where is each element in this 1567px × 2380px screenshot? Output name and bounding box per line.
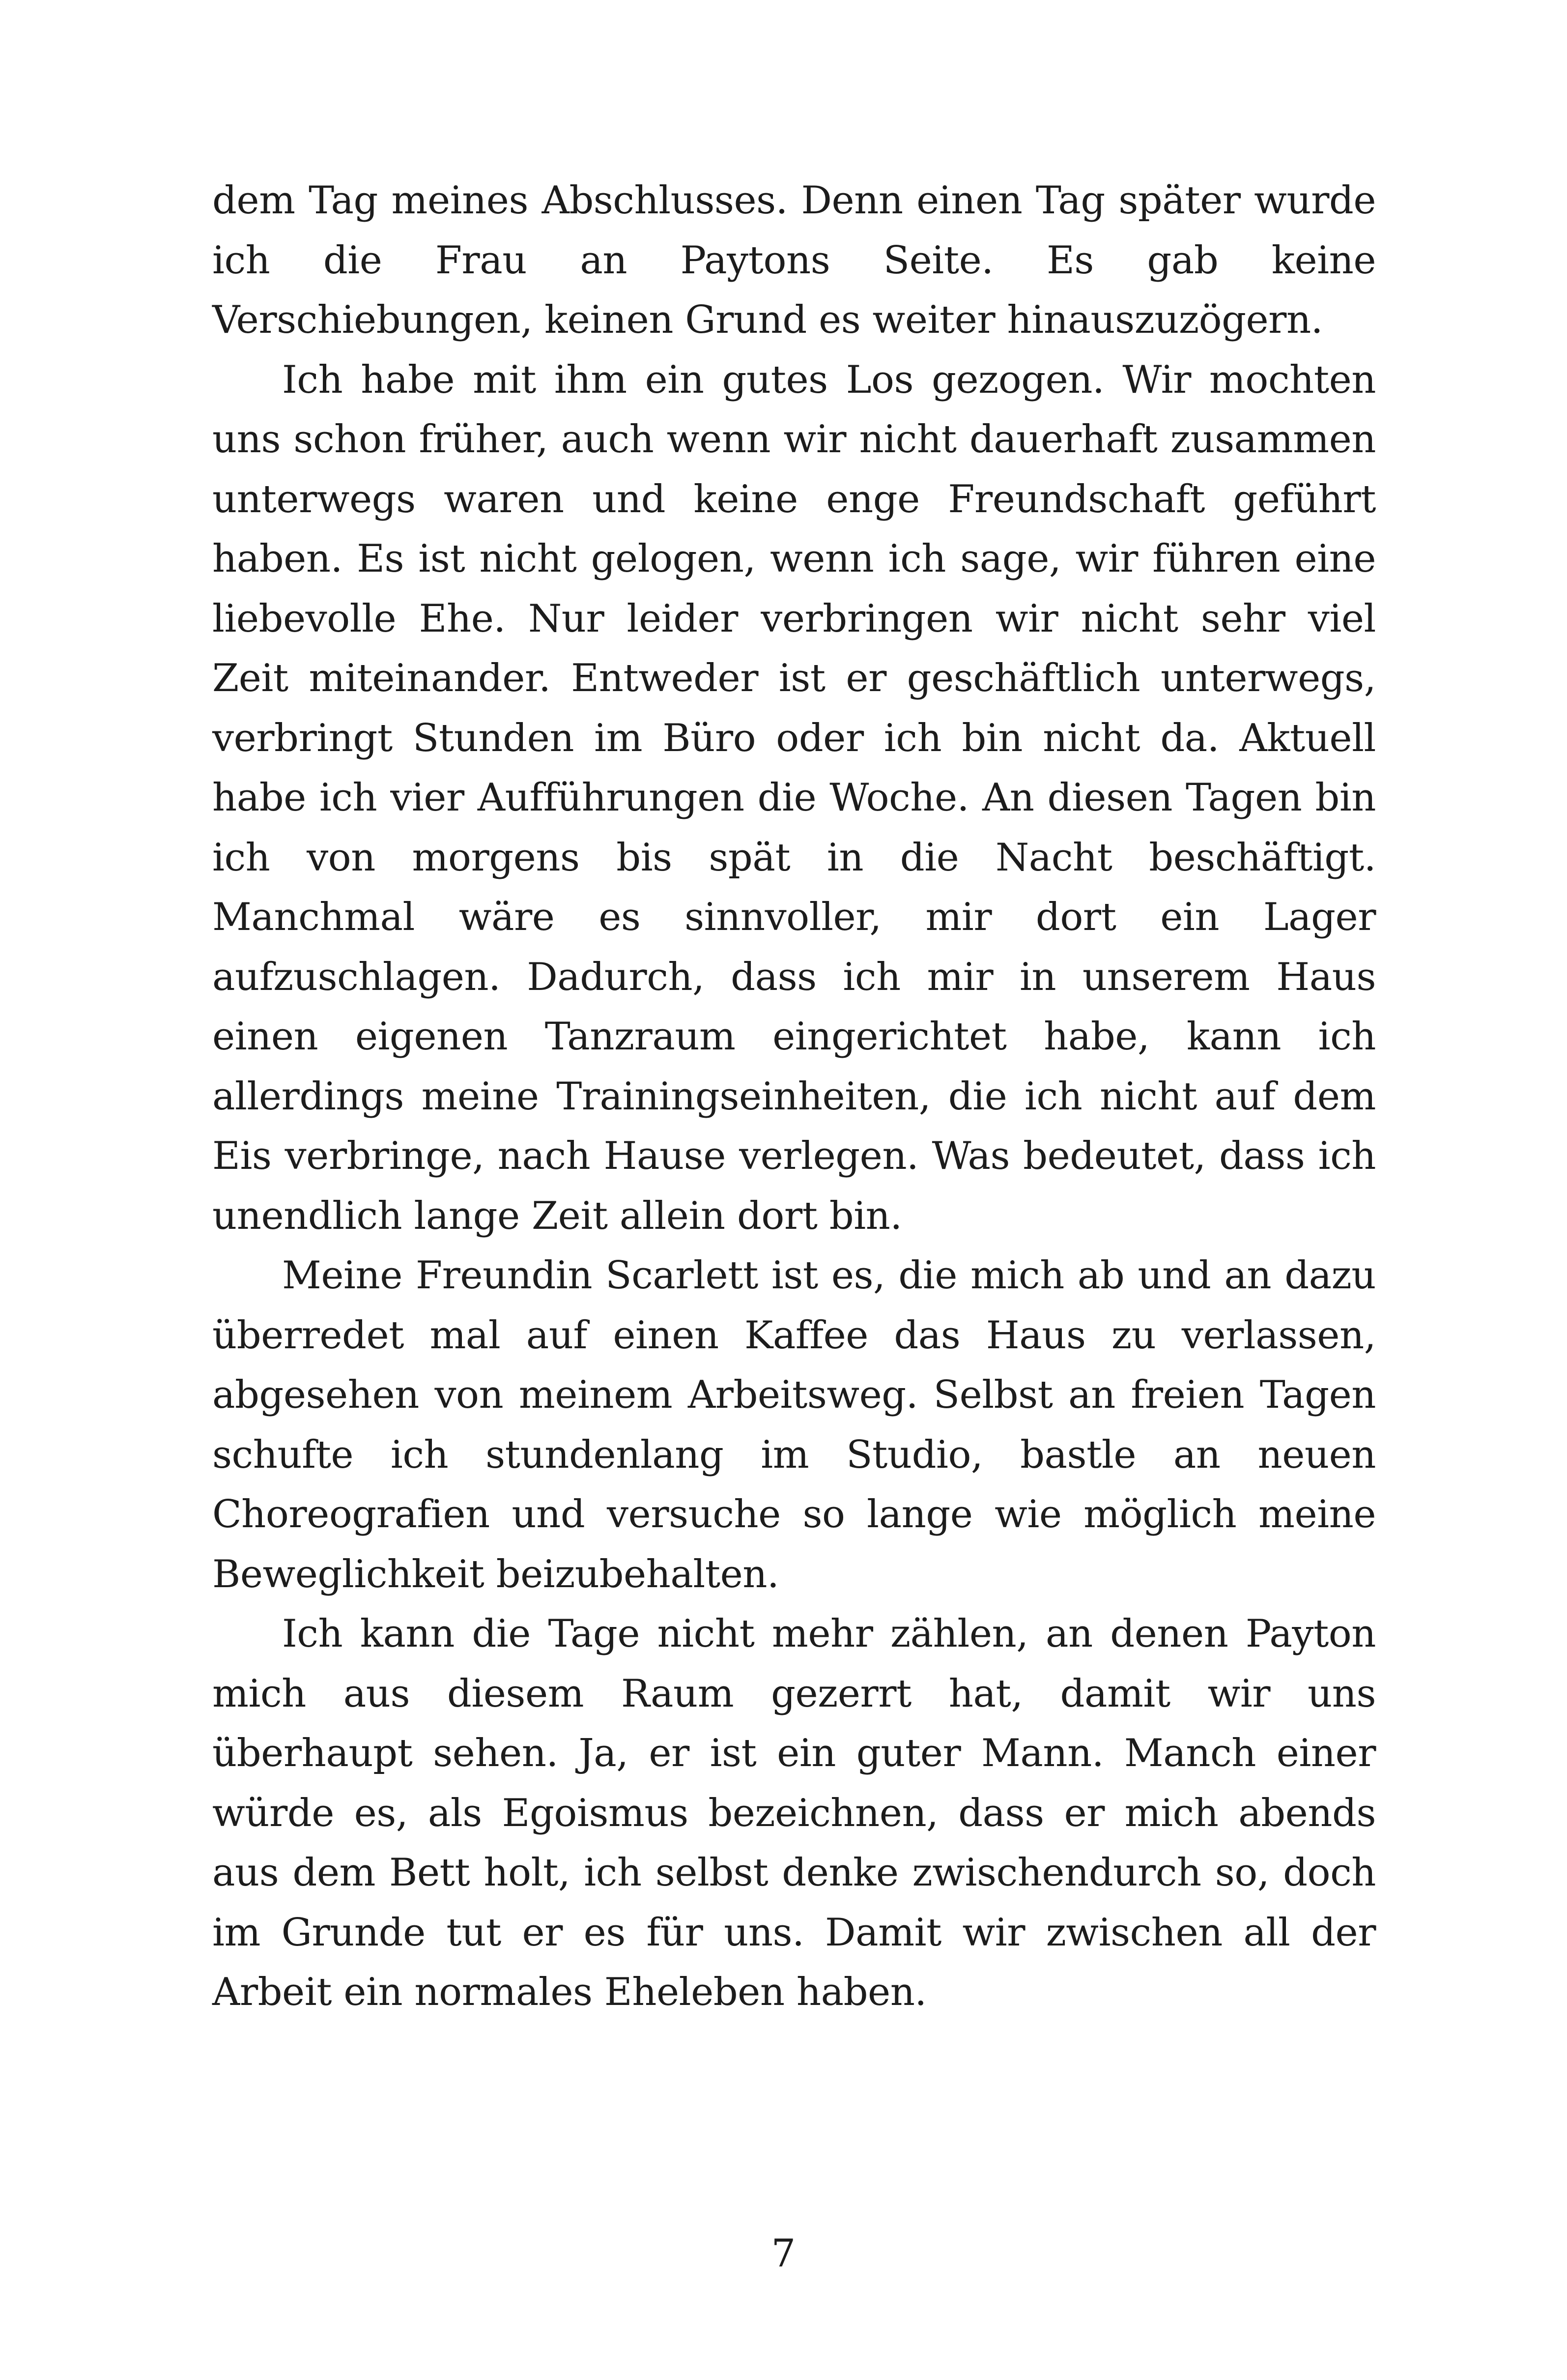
body-text	[212, 171, 1376, 2023]
paragraph-4: Ich kann die Tage nicht mehr zählen, an denen Payton mich aus diesem Raum gezerrt hat, damit wir uns überhaupt sehen. Ja, er ist ein guter Mann. Manch einer würde es, als Egoismus bezeichnen, dass er mich abends aus dem Bett holt, ich selbst denke zwischendurch so, doch im Grunde tut er es für uns. Damit wir zwischen all der Arbeit ein normales Eheleben haben.	[212, 1612, 1376, 2014]
paragraph-3: Meine Freundin Scarlett ist es, die mich ab und an dazu überredet mal auf einen Kaffee das Haus zu verlassen, abgesehen von meinem Arbeitsweg. Selbst an freien Tagen schufte ich stundenlang im Studio, bastle an neuen Choreografien und versuche so lange wie möglich meine Beweglichkeit beizubehalten.	[212, 1253, 1376, 1596]
paragraph-1: dem Tag meines Abschlusses. Denn einen Tag später wurde ich die Frau an Paytons Seite. Es gab keine Verschiebungen, keinen Grund es weiter hinauszuzögern.	[212, 178, 1376, 342]
page-number: 7	[771, 2232, 796, 2276]
paragraph-2: Ich habe mit ihm ein gutes Los gezogen. Wir mochten uns schon früher, auch wenn wir nicht dauerhaft zusammen unterwegs waren und keine enge Freundschaft geführt haben. Es ist nicht gelogen, wenn ich sage, wir führen eine liebevolle Ehe. Nur leider verbringen wir nicht sehr viel Zeit miteinander. Entweder ist er geschäftlich unterwegs, verbringt Stunden im Büro oder ich bin nicht da. Aktuell habe ich vier Aufführungen die Woche. An diesen Tagen bin ich von morgens bis spät in die Nacht beschäftigt. Manchmal wäre es sinnvoller, mir dort ein Lager aufzuschlagen. Dadurch, dass ich mir in unserem Haus einen eigenen Tanzraum eingerichtet habe, kann ich allerdings meine Trainingseinheiten, die ich nicht auf dem Eis verbringe, nach Hause verlegen. Was bedeutet, dass ich unendlich lange Zeit allein dort bin.	[212, 357, 1376, 1238]
